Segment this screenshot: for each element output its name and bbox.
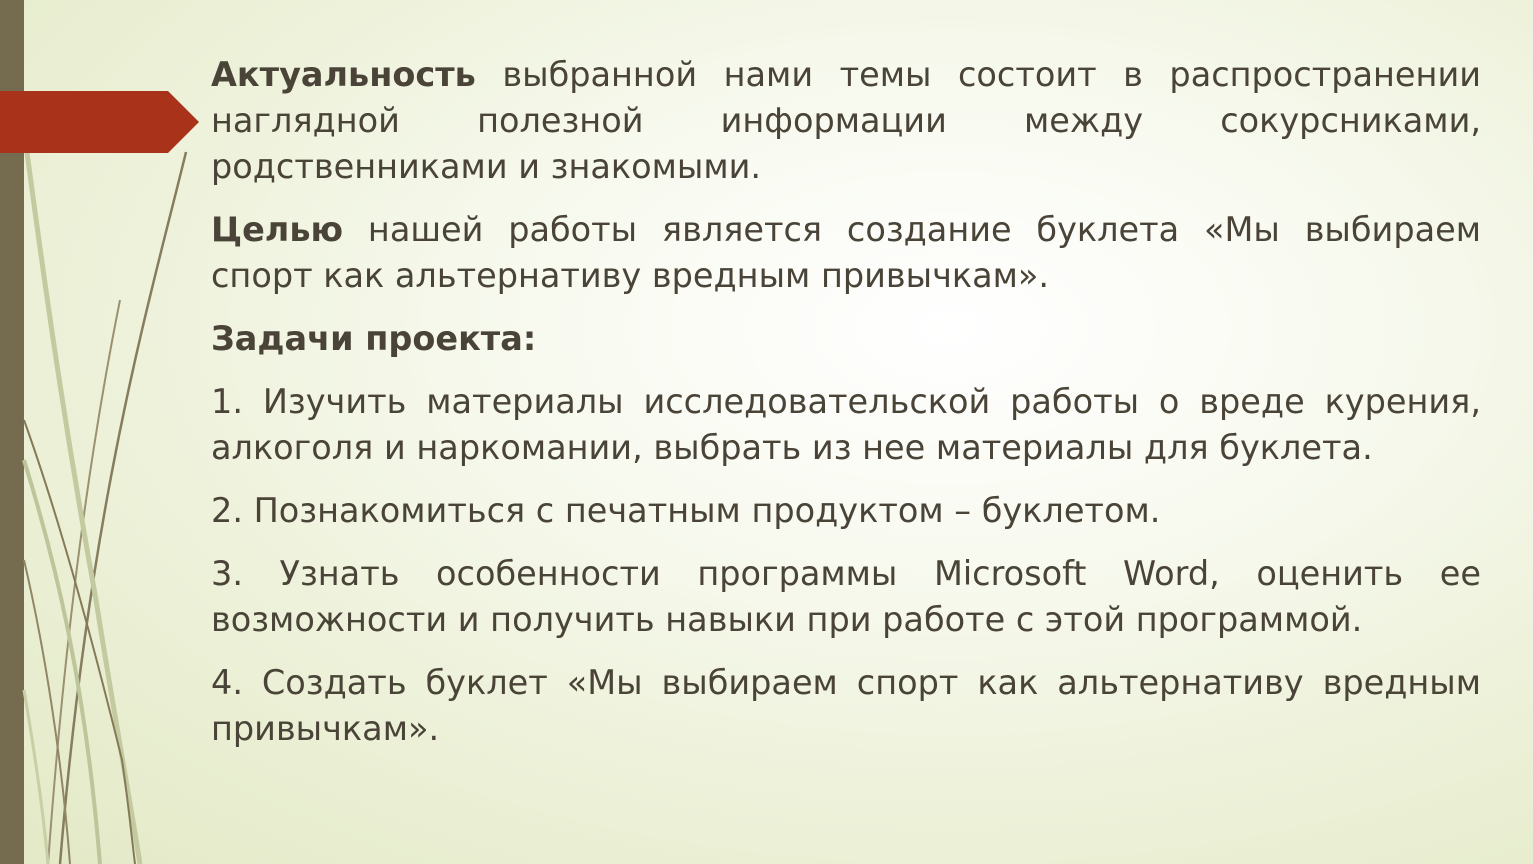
tasks-heading: Задачи проекта: [211,319,537,358]
relevance-paragraph [211,52,1481,190]
relevance-label: Актуальность [211,55,476,94]
relevance-text: выбранной нами темы состоит в распространении наглядной полезной информации между сокурсниками, родственниками и знакомыми. [211,55,1481,186]
task-item-1: 1. Изучить материалы исследовательской работы о вреде курения, алкоголя и наркомании, выбрать из нее материалы для буклета. [211,382,1481,467]
slide-body [211,52,1481,769]
goal-paragraph [211,207,1481,299]
goal-label: Целью [211,210,344,249]
task-item-3: 3. Узнать особенности программы Microsoft Word, оценить ее возможности и получить навыки при работе с этой программой. [211,554,1481,639]
task-item-4: 4. Создать буклет «Мы выбираем спорт как альтернативу вредным привычкам». [211,663,1481,748]
goal-text: нашей работы является создание буклета «Мы выбираем спорт как альтернативу вредным привычкам». [211,210,1481,295]
task-item-2: 2. Познакомиться с печатным продуктом – буклетом. [211,491,1161,530]
arrow-banner-icon [0,0,210,160]
